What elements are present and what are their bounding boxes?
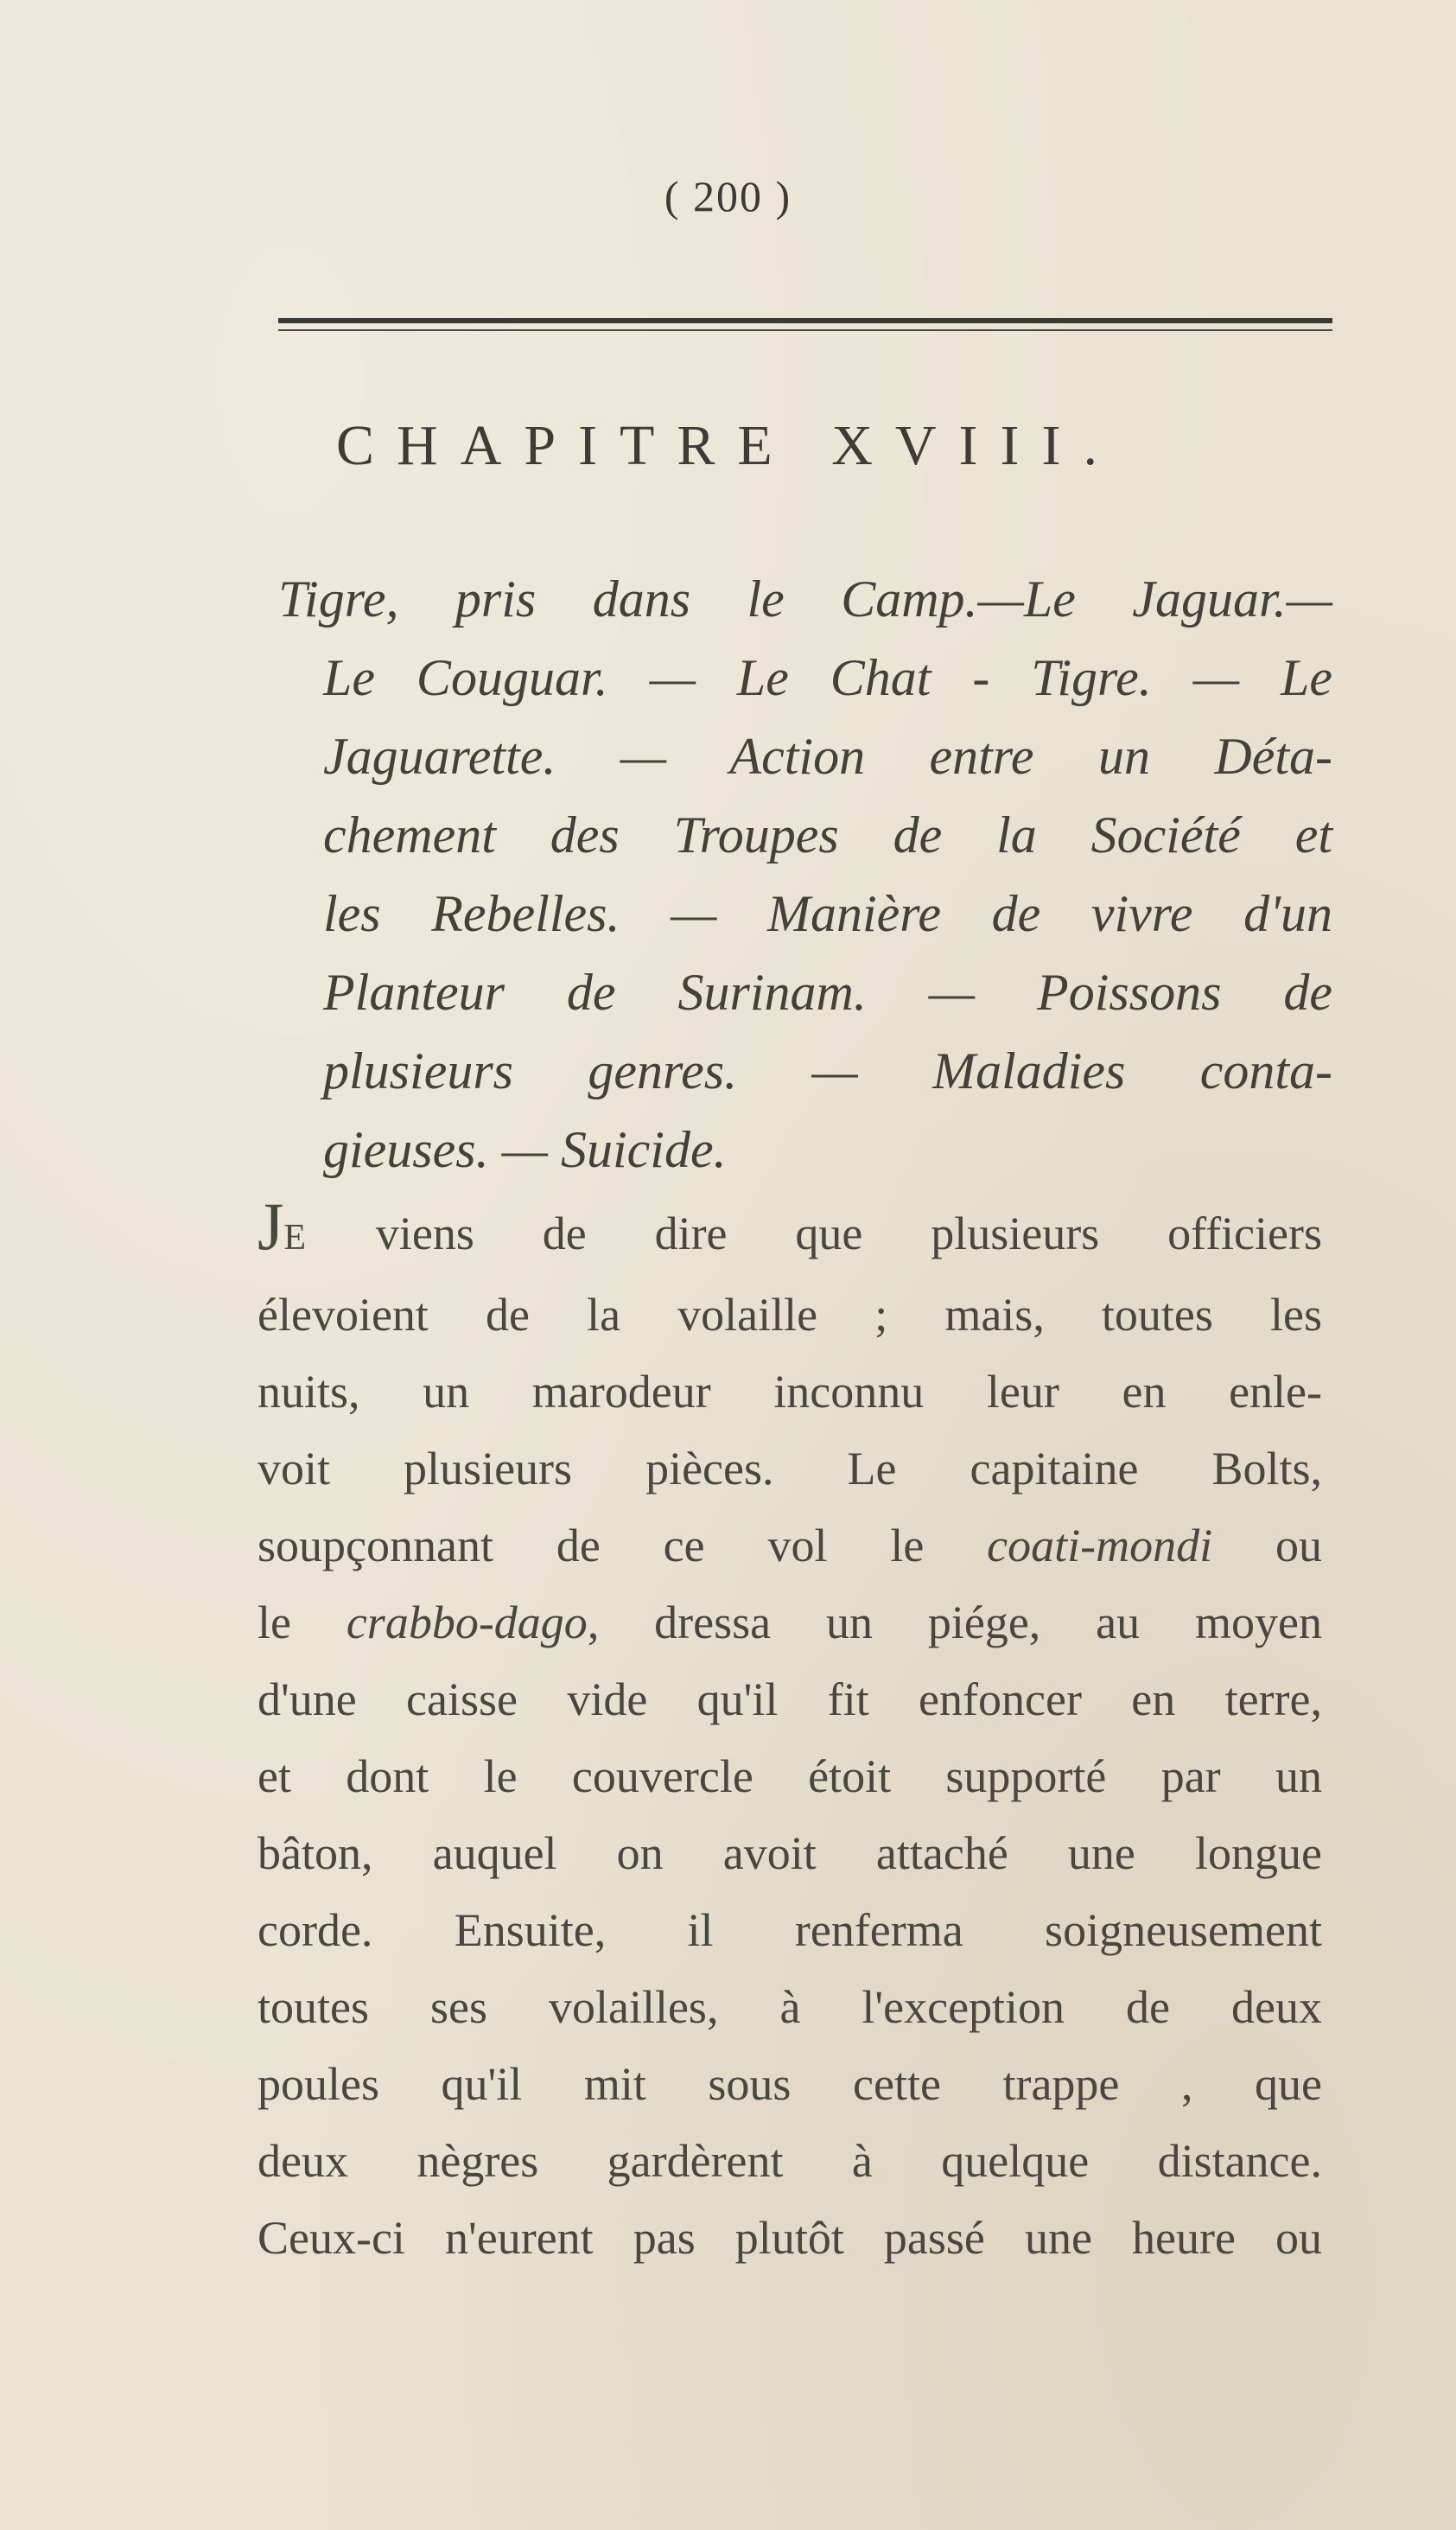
body-text-segment: ou [1212,1520,1322,1571]
page-number: ( 200 ) [664,172,792,220]
italic-term: coati-mondi [987,1520,1213,1571]
chapter-heading: CHAPITRE XVIII. [336,414,1120,477]
body-text-segment: , dressa un piége, au moyen [587,1596,1322,1648]
summary-line: plusieurs genres. — Maladies conta- [323,1042,1332,1099]
body-paragraph [258,1188,1322,2277]
summary-line: gieuses. — Suicide. [323,1121,727,1178]
body-line [258,1507,1322,1584]
body-line: et dont le couvercle étoit supporté par un [258,1750,1322,1802]
chapter-summary [278,560,1332,1189]
body-text-segment: soupçonnant de ce vol le [258,1520,988,1571]
small-cap: E [283,1218,308,1258]
summary-line: Tigre, pris dans le Camp.—Le Jaguar.— [278,570,1332,628]
body-line [258,1584,1322,1661]
header-rule-thick [278,318,1332,323]
body-line: d'une caisse vide qu'il fit enfoncer en terre, [258,1673,1322,1725]
body-line: nuits, un marodeur inconnu leur en enle- [258,1366,1322,1418]
summary-line: Planteur de Surinam. — Poissons de [323,964,1332,1021]
body-text-segment: le [258,1596,347,1648]
italic-term: crabbo-dago [346,1596,588,1648]
header-rule-thin [278,329,1332,331]
body-line [258,1188,1322,1277]
summary-line: chement des Troupes de la Société et [323,806,1332,864]
drop-cap: J [258,1189,284,1264]
summary-line: les Rebelles. — Manière de vivre d'un [323,885,1332,942]
body-line: Ceux-ci n'eurent pas plutôt passé une heure ou [258,2212,1322,2264]
summary-line: Jaguarette. — Action entre un Déta- [323,728,1332,785]
body-line: voit plusieurs pièces. Le capitaine Bolts, [258,1443,1322,1494]
body-line: élevoient de la volaille ; mais, toutes les [258,1289,1322,1341]
body-line: deux nègres gardèrent à quelque distance. [258,2135,1322,2187]
body-line: corde. Ensuite, il renferma soigneusement [258,1904,1322,1956]
body-line: poules qu'il mit sous cette trappe , que [258,2058,1322,2110]
summary-line: Le Couguar. — Le Chat - Tigre. — Le [323,649,1332,706]
body-text-segment: viens de dire que plusieurs officiers [308,1208,1322,1259]
body-line: toutes ses volailles, à l'exception de deux [258,1981,1322,2033]
body-line: bâton, auquel on avoit attaché une longue [258,1827,1322,1879]
